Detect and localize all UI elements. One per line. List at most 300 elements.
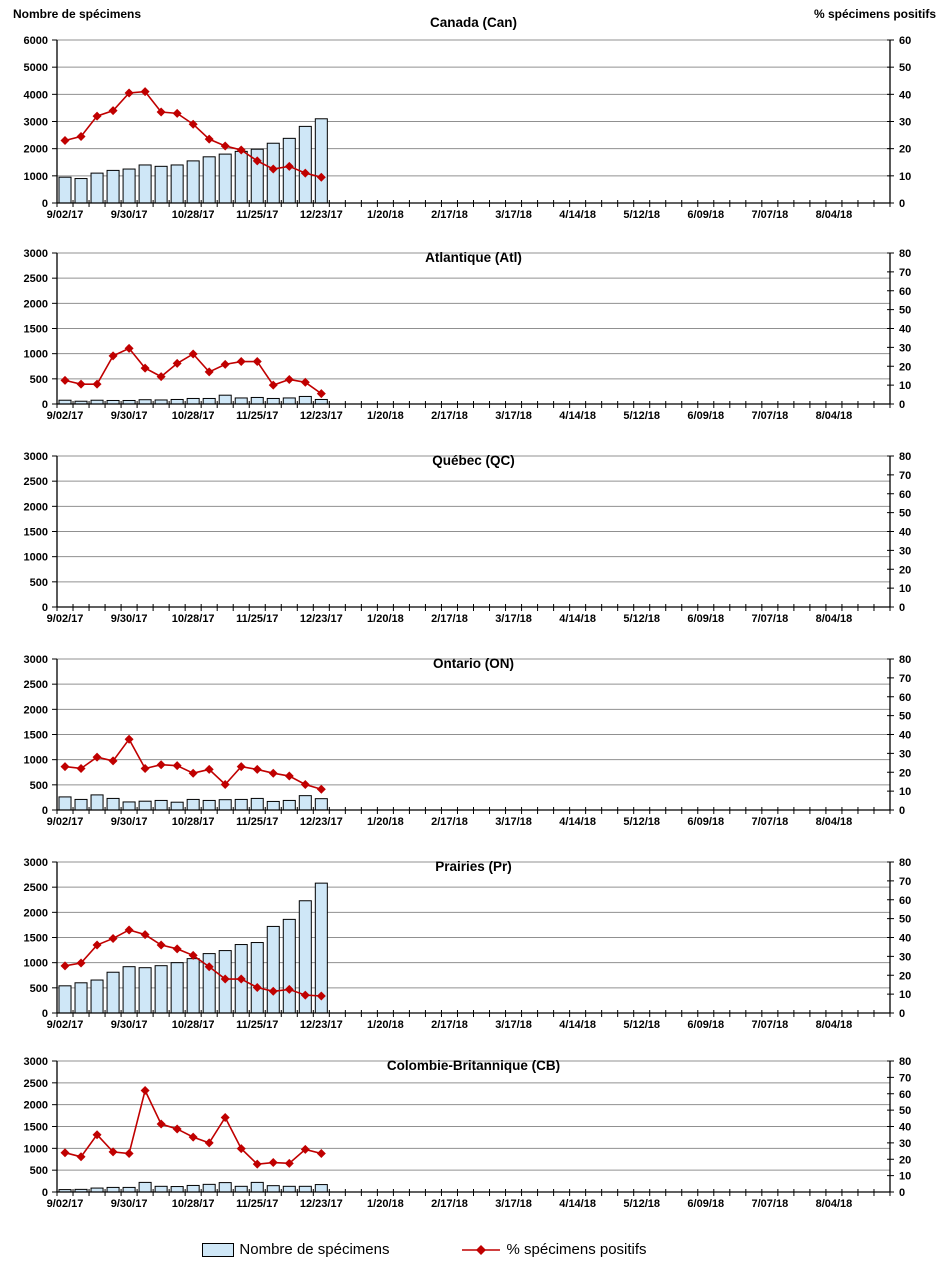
left-axis-title: Nombre de spécimens <box>13 7 142 21</box>
bar-week-10 <box>203 157 215 203</box>
diamond-marker <box>221 360 230 369</box>
bar-week-15 <box>283 398 295 404</box>
x-tick-label: 4/14/18 <box>559 1019 596 1031</box>
diamond-marker <box>61 762 70 771</box>
right-tick-label: 60 <box>899 285 912 298</box>
x-tick-label: 11/25/17 <box>236 816 279 828</box>
bar-week-17 <box>315 799 327 810</box>
x-tick-label: 9/30/17 <box>110 410 148 422</box>
diamond-marker <box>285 375 294 384</box>
bar-week-13 <box>251 943 263 1013</box>
diamond-marker <box>189 1133 198 1142</box>
right-tick-label: 60 <box>899 35 912 47</box>
bar-week-13 <box>251 1182 263 1192</box>
chart-legend <box>0 1234 849 1265</box>
left-tick-label: 0 <box>41 805 48 817</box>
right-tick-label: 30 <box>899 951 912 964</box>
x-tick-label: 4/14/18 <box>559 209 596 221</box>
x-tick-label: 10/28/17 <box>171 1019 215 1031</box>
chart-title: Québec (QC) <box>432 453 515 468</box>
x-tick-label: 6/09/18 <box>687 209 725 221</box>
x-tick-label: 11/25/17 <box>236 410 279 422</box>
left-tick-label: 1000 <box>23 551 48 564</box>
right-tick-label: 10 <box>899 380 912 393</box>
x-tick-label: 3/17/18 <box>495 613 532 625</box>
bar-week-9 <box>187 959 199 1013</box>
right-tick-label: 80 <box>899 857 912 869</box>
left-tick-label: 1000 <box>23 170 48 183</box>
x-tick-label: 3/17/18 <box>495 1198 532 1210</box>
right-tick-label: 50 <box>899 913 912 926</box>
diamond-marker <box>125 1149 134 1158</box>
bar-week-11 <box>219 154 231 203</box>
x-tick-label: 1/20/18 <box>367 613 404 625</box>
bar-week-3 <box>91 980 103 1013</box>
left-tick-label: 1500 <box>23 526 48 539</box>
left-tick-label: 0 <box>41 198 48 210</box>
x-tick-label: 10/28/17 <box>171 209 215 221</box>
left-tick-label: 2500 <box>23 476 48 489</box>
diamond-marker <box>77 380 86 389</box>
diamond-marker <box>157 941 166 950</box>
bar-week-9 <box>187 398 199 404</box>
bar-week-12 <box>235 398 247 404</box>
right-tick-label: 80 <box>899 654 912 666</box>
x-tick-label: 3/17/18 <box>495 209 532 221</box>
bar-week-17 <box>315 1185 327 1192</box>
right-axis-title: % spécimens positifs <box>813 7 936 21</box>
left-tick-label: 0 <box>41 399 48 411</box>
bar-week-12 <box>235 1186 247 1192</box>
left-tick-label: 3000 <box>23 1056 48 1068</box>
line-marker-icon <box>460 1244 502 1256</box>
diamond-marker <box>237 357 246 366</box>
right-tick-label: 30 <box>899 116 912 129</box>
right-tick-label: 70 <box>899 875 912 888</box>
bar-week-16 <box>299 1186 311 1192</box>
right-tick-label: 70 <box>899 672 912 685</box>
diamond-marker <box>317 785 326 794</box>
right-tick-label: 0 <box>899 602 906 614</box>
left-tick-label: 2500 <box>23 273 48 286</box>
chart-title: Atlantique (Atl) <box>425 250 522 265</box>
chart-block-1 <box>0 0 944 240</box>
x-tick-label: 2/17/18 <box>431 1019 468 1031</box>
chart-2 <box>0 240 944 443</box>
bar-week-9 <box>187 161 199 203</box>
x-tick-label: 9/30/17 <box>110 1019 148 1031</box>
right-tick-label: 0 <box>899 198 906 210</box>
x-tick-label: 5/12/18 <box>623 209 661 221</box>
x-tick-label: 12/23/17 <box>299 410 343 422</box>
left-tick-label: 2000 <box>23 143 48 156</box>
bar-week-8 <box>171 963 183 1013</box>
x-tick-label: 9/30/17 <box>110 816 148 828</box>
x-tick-label: 6/09/18 <box>687 1198 725 1210</box>
left-tick-label: 2000 <box>23 298 48 311</box>
diamond-marker <box>173 944 182 953</box>
right-tick-label: 40 <box>899 1121 912 1134</box>
left-tick-label: 3000 <box>23 857 48 869</box>
x-tick-label: 6/09/18 <box>687 613 725 625</box>
x-tick-label: 8/04/18 <box>815 1019 853 1031</box>
diamond-marker <box>173 761 182 770</box>
right-tick-label: 0 <box>899 805 906 817</box>
bar-week-14 <box>267 926 279 1013</box>
chart-block-6 <box>0 1052 944 1234</box>
right-tick-label: 60 <box>899 1088 912 1101</box>
x-tick-label: 7/07/18 <box>751 1019 789 1031</box>
left-tick-label: 1000 <box>23 1143 48 1156</box>
x-tick-label: 9/30/17 <box>110 209 148 221</box>
diamond-marker <box>109 351 118 360</box>
right-tick-label: 70 <box>899 266 912 279</box>
bar-week-17 <box>315 399 327 404</box>
diamond-marker <box>109 934 118 943</box>
bar-week-6 <box>139 165 151 203</box>
bar-week-16 <box>299 796 311 810</box>
x-tick-label: 5/12/18 <box>623 1198 661 1210</box>
x-tick-label: 11/25/17 <box>236 1198 279 1210</box>
x-tick-label: 6/09/18 <box>687 816 725 828</box>
x-tick-label: 4/14/18 <box>559 1198 596 1210</box>
x-tick-label: 1/20/18 <box>367 816 404 828</box>
bar-week-6 <box>139 1182 151 1192</box>
bar-week-13 <box>251 798 263 810</box>
chart-title: Prairies (Pr) <box>435 859 512 874</box>
x-tick-label: 7/07/18 <box>751 209 789 221</box>
bar-week-1 <box>59 986 71 1013</box>
x-tick-label: 10/28/17 <box>171 410 215 422</box>
chart-1 <box>0 0 944 240</box>
right-tick-label: 60 <box>899 691 912 704</box>
left-tick-label: 2500 <box>23 1077 48 1090</box>
x-tick-label: 5/12/18 <box>623 1019 661 1031</box>
left-tick-label: 500 <box>29 576 48 589</box>
bar-week-9 <box>187 799 199 810</box>
bar-week-8 <box>171 165 183 203</box>
bar-week-6 <box>139 968 151 1013</box>
bar-week-3 <box>91 795 103 810</box>
right-tick-label: 60 <box>899 894 912 907</box>
right-tick-label: 20 <box>899 564 912 577</box>
left-tick-label: 2500 <box>23 679 48 692</box>
x-tick-label: 4/14/18 <box>559 410 596 422</box>
x-tick-label: 9/02/17 <box>46 816 84 828</box>
left-tick-label: 1500 <box>23 323 48 336</box>
x-tick-label: 12/23/17 <box>299 209 343 221</box>
left-tick-label: 500 <box>29 373 48 386</box>
x-tick-label: 10/28/17 <box>171 613 215 625</box>
bar-week-5 <box>123 1187 135 1192</box>
right-tick-label: 20 <box>899 1154 912 1167</box>
x-tick-label: 4/14/18 <box>559 613 596 625</box>
chart-title: Ontario (ON) <box>433 656 514 671</box>
right-tick-label: 20 <box>899 361 912 374</box>
x-tick-label: 11/25/17 <box>236 1019 279 1031</box>
chart-block-5 <box>0 849 944 1052</box>
left-tick-label: 1500 <box>23 932 48 945</box>
x-tick-label: 8/04/18 <box>815 613 853 625</box>
x-tick-label: 9/02/17 <box>46 613 84 625</box>
right-tick-label: 10 <box>899 786 912 799</box>
diamond-marker <box>141 1086 150 1095</box>
bar-week-16 <box>299 126 311 203</box>
left-tick-label: 3000 <box>23 248 48 260</box>
left-tick-label: 1000 <box>23 957 48 970</box>
bar-week-14 <box>267 801 279 810</box>
diamond-marker <box>317 1149 326 1158</box>
x-tick-label: 1/20/18 <box>367 410 404 422</box>
left-tick-label: 1500 <box>23 729 48 742</box>
legend-label-specimens: Nombre de spécimens <box>239 1241 390 1258</box>
left-tick-label: 2000 <box>23 704 48 717</box>
diamond-marker <box>285 772 294 781</box>
right-tick-label: 0 <box>899 1187 906 1199</box>
left-tick-label: 2500 <box>23 882 48 895</box>
diamond-marker <box>269 381 278 390</box>
diamond-marker <box>253 765 262 774</box>
left-tick-label: 500 <box>29 779 48 792</box>
bar-week-1 <box>59 797 71 810</box>
left-tick-label: 2000 <box>23 907 48 920</box>
right-tick-label: 70 <box>899 1072 912 1085</box>
left-tick-label: 0 <box>41 602 48 614</box>
bar-week-12 <box>235 151 247 203</box>
x-tick-label: 3/17/18 <box>495 1019 532 1031</box>
bar-week-1 <box>59 177 71 203</box>
x-tick-label: 2/17/18 <box>431 1198 468 1210</box>
legend-label-positivity: % spécimens positifs <box>506 1241 647 1258</box>
chart-title: Colombie-Britannique (CB) <box>386 1058 561 1073</box>
right-tick-label: 30 <box>899 342 912 355</box>
x-tick-label: 7/07/18 <box>751 816 789 828</box>
chart-6 <box>0 1052 944 1234</box>
x-tick-label: 9/02/17 <box>46 1198 84 1210</box>
x-tick-label: 2/17/18 <box>431 410 468 422</box>
diamond-marker <box>269 1158 278 1167</box>
chart-4 <box>0 646 944 849</box>
left-tick-label: 6000 <box>23 35 48 47</box>
x-tick-label: 8/04/18 <box>815 209 853 221</box>
right-tick-label: 50 <box>899 62 912 75</box>
x-tick-label: 11/25/17 <box>236 613 279 625</box>
chart-title: Canada (Can) <box>429 15 518 30</box>
left-tick-label: 3000 <box>23 654 48 666</box>
bar-week-9 <box>187 1185 199 1192</box>
diamond-marker <box>253 357 262 366</box>
bar-week-7 <box>155 166 167 203</box>
diamond-marker <box>61 376 70 385</box>
left-tick-label: 500 <box>29 1165 48 1178</box>
right-tick-label: 80 <box>899 1056 912 1068</box>
right-tick-label: 30 <box>899 1137 912 1150</box>
diamond-marker <box>269 769 278 778</box>
x-tick-label: 7/07/18 <box>751 1198 789 1210</box>
x-tick-label: 7/07/18 <box>751 613 789 625</box>
x-tick-label: 9/30/17 <box>110 1198 148 1210</box>
chart-3 <box>0 443 944 646</box>
x-tick-label: 12/23/17 <box>299 816 343 828</box>
x-tick-label: 12/23/17 <box>299 1198 343 1210</box>
bar-week-15 <box>283 800 295 810</box>
x-tick-label: 2/17/18 <box>431 816 468 828</box>
bar-week-14 <box>267 1186 279 1192</box>
right-tick-label: 10 <box>899 1170 912 1183</box>
left-tick-label: 0 <box>41 1187 48 1199</box>
bar-week-8 <box>171 802 183 810</box>
left-tick-label: 2000 <box>23 501 48 514</box>
left-tick-label: 0 <box>41 1008 48 1020</box>
x-tick-label: 7/07/18 <box>751 410 789 422</box>
bar-week-14 <box>267 398 279 404</box>
bar-week-10 <box>203 398 215 404</box>
bar-week-15 <box>283 919 295 1013</box>
right-tick-label: 80 <box>899 451 912 463</box>
left-tick-label: 3000 <box>23 451 48 463</box>
right-tick-label: 20 <box>899 767 912 780</box>
diamond-marker <box>93 380 102 389</box>
bar-week-4 <box>107 798 119 810</box>
x-tick-label: 9/30/17 <box>110 613 148 625</box>
bar-week-11 <box>219 1183 231 1192</box>
legend-item-positivity <box>460 1241 647 1258</box>
bar-week-5 <box>123 967 135 1013</box>
x-tick-label: 6/09/18 <box>687 1019 725 1031</box>
bar-week-13 <box>251 397 263 404</box>
right-tick-label: 10 <box>899 170 912 183</box>
positivity-line <box>65 1090 321 1164</box>
x-tick-label: 9/02/17 <box>46 410 84 422</box>
x-tick-label: 1/20/18 <box>367 209 404 221</box>
diamond-marker <box>157 1120 166 1129</box>
bar-week-2 <box>75 799 87 810</box>
chart-block-2 <box>0 240 944 443</box>
diamond-marker <box>61 1148 70 1157</box>
right-tick-label: 40 <box>899 323 912 336</box>
right-tick-label: 50 <box>899 507 912 520</box>
right-tick-label: 40 <box>899 932 912 945</box>
x-tick-label: 5/12/18 <box>623 816 661 828</box>
left-tick-label: 5000 <box>23 62 48 75</box>
x-tick-label: 6/09/18 <box>687 410 725 422</box>
bar-week-7 <box>155 966 167 1013</box>
x-tick-label: 9/02/17 <box>46 1019 84 1031</box>
x-tick-label: 1/20/18 <box>367 1019 404 1031</box>
diamond-marker <box>221 1113 230 1122</box>
x-tick-label: 9/02/17 <box>46 209 84 221</box>
x-tick-label: 10/28/17 <box>171 816 215 828</box>
right-tick-label: 40 <box>899 729 912 742</box>
bar-week-3 <box>91 173 103 203</box>
x-tick-label: 1/20/18 <box>367 1198 404 1210</box>
diamond-marker <box>61 136 70 145</box>
right-tick-label: 20 <box>899 143 912 156</box>
chart-5 <box>0 849 944 1052</box>
x-tick-label: 3/17/18 <box>495 816 532 828</box>
x-tick-label: 5/12/18 <box>623 613 661 625</box>
positivity-line <box>65 739 321 789</box>
right-tick-label: 30 <box>899 748 912 761</box>
left-tick-label: 3000 <box>23 116 48 129</box>
bar-week-4 <box>107 972 119 1013</box>
left-tick-label: 1000 <box>23 348 48 361</box>
bar-swatch-icon <box>202 1243 234 1257</box>
bar-week-4 <box>107 1187 119 1192</box>
x-tick-label: 8/04/18 <box>815 410 853 422</box>
chart-block-3 <box>0 443 944 646</box>
x-tick-label: 12/23/17 <box>299 1019 343 1031</box>
bar-week-17 <box>315 119 327 203</box>
diamond-marker <box>189 769 198 778</box>
left-tick-label: 4000 <box>23 89 48 102</box>
diamond-marker <box>173 1124 182 1133</box>
bar-week-7 <box>155 1186 167 1192</box>
right-tick-label: 80 <box>899 248 912 260</box>
bar-week-7 <box>155 800 167 810</box>
x-tick-label: 8/04/18 <box>815 1198 853 1210</box>
diamond-marker <box>173 109 182 118</box>
right-tick-label: 50 <box>899 710 912 723</box>
bar-week-11 <box>219 800 231 810</box>
diamond-marker <box>157 760 166 769</box>
right-tick-label: 70 <box>899 469 912 482</box>
diamond-marker <box>125 925 134 934</box>
x-tick-label: 3/17/18 <box>495 410 532 422</box>
right-tick-label: 40 <box>899 526 912 539</box>
bar-week-4 <box>107 170 119 203</box>
right-tick-label: 50 <box>899 1105 912 1118</box>
left-tick-label: 500 <box>29 982 48 995</box>
right-tick-label: 0 <box>899 1008 906 1020</box>
bar-week-15 <box>283 1186 295 1192</box>
bar-week-6 <box>139 801 151 810</box>
bar-week-8 <box>171 399 183 404</box>
chart-block-4 <box>0 646 944 849</box>
bar-week-10 <box>203 800 215 810</box>
right-tick-label: 0 <box>899 399 906 411</box>
right-tick-label: 40 <box>899 89 912 102</box>
x-tick-label: 8/04/18 <box>815 816 853 828</box>
bar-week-5 <box>123 169 135 203</box>
right-tick-label: 10 <box>899 583 912 596</box>
bar-week-11 <box>219 395 231 404</box>
right-tick-label: 30 <box>899 545 912 558</box>
right-tick-label: 60 <box>899 488 912 501</box>
left-tick-label: 2000 <box>23 1099 48 1112</box>
x-tick-label: 12/23/17 <box>299 613 343 625</box>
diamond-marker <box>141 764 150 773</box>
bar-week-2 <box>75 179 87 203</box>
bar-week-16 <box>299 396 311 404</box>
right-tick-label: 50 <box>899 304 912 317</box>
legend-item-specimens <box>202 1241 389 1258</box>
bar-week-8 <box>171 1187 183 1192</box>
left-tick-label: 1000 <box>23 754 48 767</box>
diamond-marker <box>301 780 310 789</box>
bar-week-12 <box>235 799 247 810</box>
bar-week-5 <box>123 802 135 810</box>
bar-week-2 <box>75 983 87 1013</box>
x-tick-label: 4/14/18 <box>559 816 596 828</box>
x-tick-label: 5/12/18 <box>623 410 661 422</box>
x-tick-label: 2/17/18 <box>431 613 468 625</box>
x-tick-label: 11/25/17 <box>236 209 279 221</box>
left-tick-label: 1500 <box>23 1121 48 1134</box>
right-tick-label: 20 <box>899 970 912 983</box>
right-tick-label: 10 <box>899 989 912 1002</box>
bar-week-10 <box>203 1184 215 1192</box>
